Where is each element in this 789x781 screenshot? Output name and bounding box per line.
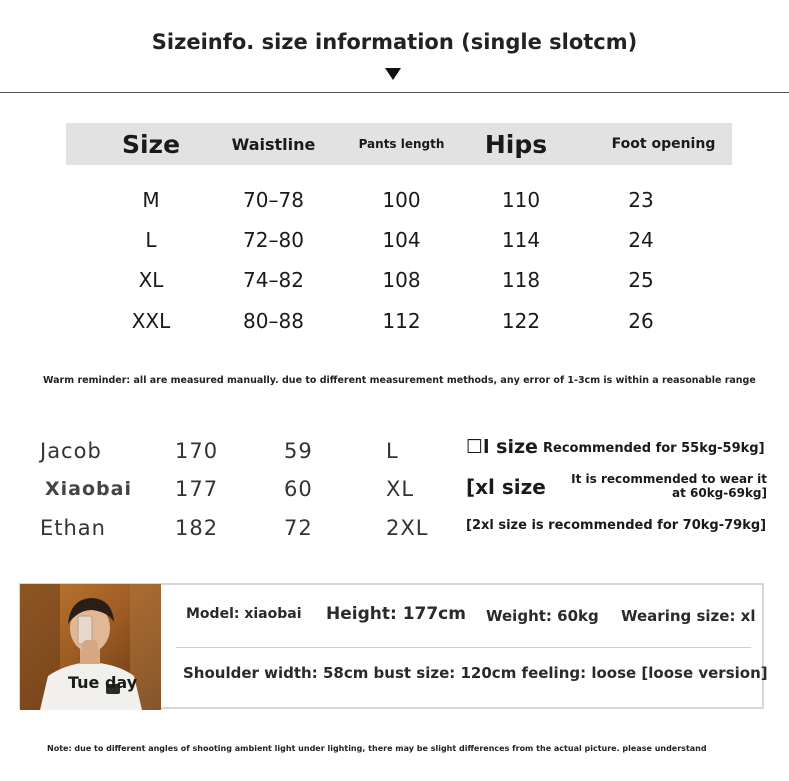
wearing-size-label: Wearing size: xl	[621, 607, 756, 625]
cell-hips: 118	[501, 268, 541, 292]
recommendation-2xl: [2xl size is recommended for 70kg-79kg]	[466, 518, 767, 533]
cell-foot-opening: 26	[628, 309, 654, 333]
cell-hips: 110	[501, 188, 541, 212]
size-table-header	[66, 123, 732, 165]
body-details-label: Shoulder width: 58cm bust size: 120cm feeling: loose [loose version]	[183, 664, 768, 682]
model-name: Xiaobai	[45, 478, 132, 500]
model-height: 170	[175, 439, 219, 463]
cell-foot-opening: 25	[628, 268, 654, 292]
cell-hips: 122	[501, 309, 541, 333]
page-title: Sizeinfo. size information (single slotcm)	[151, 30, 638, 54]
header-pants-length: Pants length	[358, 137, 445, 151]
model-name: Jacob	[40, 439, 102, 463]
cell-foot-opening: 24	[628, 228, 654, 252]
height-label: Height: 177cm	[326, 604, 466, 624]
cell-size: M	[142, 188, 160, 212]
cell-waistline: 70–78	[243, 188, 304, 212]
model-info-card	[19, 583, 768, 709]
disclaimer-note: Note: due to different angles of shooting ambient light under lighting, there may be slight differences from the actual picture. please understand	[47, 744, 707, 753]
recommendation-l-tag: ☐l size	[466, 436, 538, 458]
cell-size: XL	[138, 268, 164, 292]
model-photo	[20, 584, 161, 710]
recommendation-l-text: Recommended for 55kg-59kg]	[543, 441, 765, 456]
model-size: L	[386, 439, 399, 463]
table-row	[66, 265, 732, 295]
header-hips: Hips	[484, 129, 548, 159]
cell-pants-length: 112	[382, 309, 421, 333]
cell-waistline: 74–82	[243, 268, 304, 292]
header-foot-opening: Foot opening	[611, 136, 716, 152]
table-row	[66, 225, 732, 255]
weight-label: Weight: 60kg	[486, 607, 599, 625]
model-weight: 59	[284, 439, 313, 463]
title-divider	[0, 92, 789, 93]
warm-reminder: Warm reminder: all are measured manually. due to different measurement methods, any error of 1-3cm is within a reasonable range	[43, 375, 756, 386]
cell-waistline: 72–80	[243, 228, 304, 252]
shirt-print-text: Tue day	[68, 673, 138, 692]
cell-pants-length: 104	[382, 228, 421, 252]
cell-foot-opening: 23	[628, 188, 654, 212]
card-divider	[176, 647, 751, 648]
model-name: Ethan	[40, 516, 106, 540]
cell-pants-length: 108	[382, 268, 421, 292]
cell-size: L	[145, 228, 157, 252]
model-size: 2XL	[386, 516, 429, 540]
model-height: 177	[175, 477, 219, 501]
table-row	[66, 306, 732, 336]
cell-waistline: 80–88	[243, 309, 304, 333]
header-size: Size	[121, 129, 181, 159]
down-arrow-icon	[385, 68, 401, 80]
cell-pants-length: 100	[382, 188, 421, 212]
model-size: XL	[386, 477, 415, 501]
table-row	[66, 185, 732, 215]
model-weight: 60	[284, 477, 313, 501]
model-weight: 72	[284, 516, 313, 540]
cell-size: XXL	[131, 309, 171, 333]
recommendation-xl-text: It is recommended to wear it at 60kg-69kg]	[571, 472, 767, 500]
header-waistline: Waistline	[231, 134, 316, 154]
model-height: 182	[175, 516, 219, 540]
recommendation-xl-tag: [xl size	[466, 475, 546, 499]
cell-hips: 114	[501, 228, 541, 252]
model-label: Model: xiaobai	[186, 606, 302, 622]
